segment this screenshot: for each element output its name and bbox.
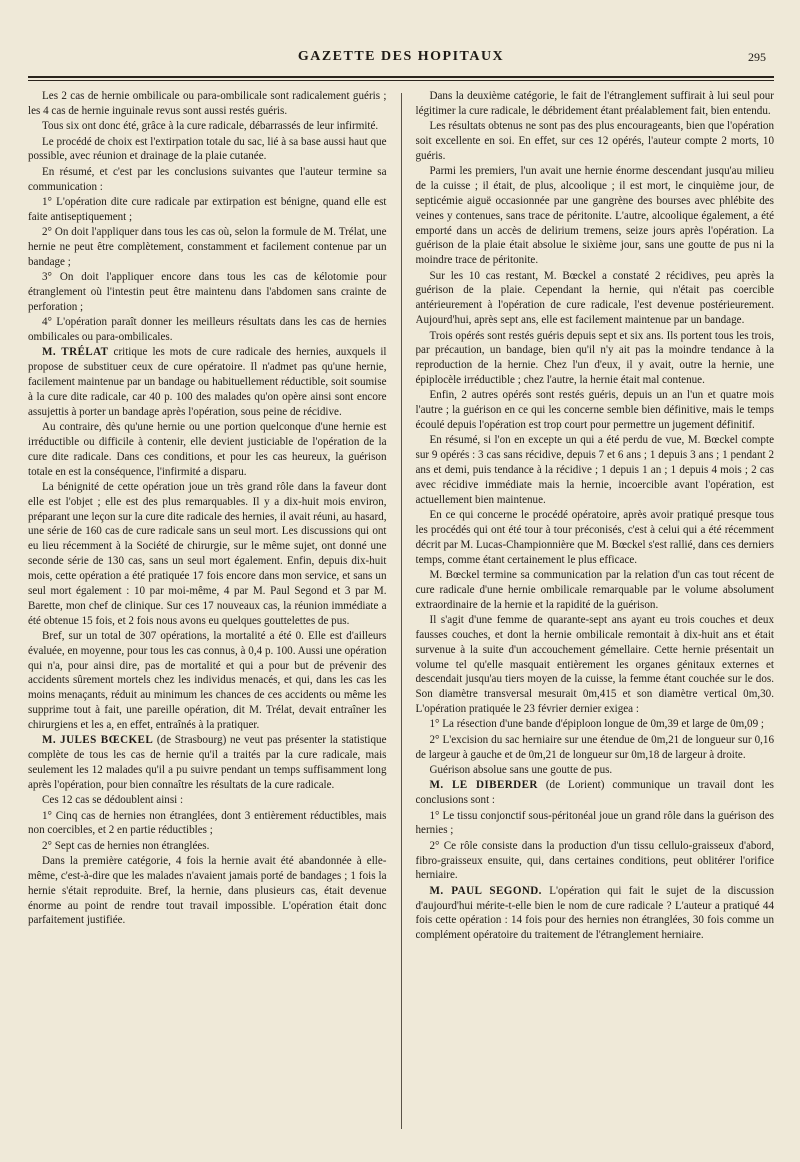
paragraph-text: 2° On doit l'appliquer dans tous les cas où, selon la formule de M. Trélat, une hernie ne peut être complètement, constamment et facilement contenue par un bandage ; (28, 226, 387, 268)
right-column (416, 89, 775, 1129)
paragraph (416, 89, 775, 119)
paragraph (28, 629, 387, 733)
paragraph-text: La bénignité de cette opération joue un très grand rôle dans la faveur dont elle est l'objet ; elle est des plus remarquables. Il y a dix-huit mois environ, préparant une leçon sur la cure dite radicale des hernies, il avait réuni, au hasard, une série de 160 cas de cure radicale sans un seul mort. Les discussions qui ont eu lieu récemment à la Société de chirurgie, sur le même sujet, ont donné une seconde série de 130 cas, sans un seul mort également. Enfin, depuis dix-huit mois, cette opération a été pratiquée 17 fois encore dans mon service, et sans un seul mort également : 10 par moi-même, 4 par M. Paul Segond et 3 par M. Barette, mon chef de clinique. Sur ces 17 nouveaux cas, la réunion immédiate a été obtenue 15 fois, et 2 fois nous avons eu quelques gouttelettes de pus. (28, 480, 387, 627)
paragraph (416, 119, 775, 164)
paragraph (28, 135, 387, 165)
paragraph (416, 269, 775, 328)
paragraph-text: 1° L'opération dite cure radicale par extirpation est bénigne, quand elle est faite antiseptiquement ; (28, 195, 387, 223)
paragraph (28, 480, 387, 628)
journal-title: GAZETTE DES HOPITAUX (297, 49, 505, 64)
left-column (28, 89, 387, 1129)
paragraph (28, 119, 387, 134)
column-separator (401, 93, 402, 1129)
paragraph-text: Il s'agit d'une femme de quarante-sept ans ayant eu trois couches et deux fausses couches, et dont la hernie ombilicale remontait à dix-huit ans et était survenue à la suite d'un accouchement gémellaire. Cette hernie présentait un volume tel qu'elle masquait entièrement les organes génitaux externes et descendait jusqu'au tiers moyen de la cuisse, la femme étant couchée sur le dos. Son diamètre transversal mesurait 0m,415 et son diamètre vertical 0m,30. L'opération pratiquée le 23 février dernier exigea : (415, 614, 774, 716)
paragraph-text: Sur les 10 cas restant, M. Bœckel a constaté 2 récidives, peu après la guérison de la plaie. Cependant la hernie, qui n'était pas coercible antérieurement à l'opération de cure radicale, l'est devenue postérieurement. Aujourd'hui, après sept ans, elle est facilement maintenue par un bandage. (415, 269, 774, 327)
paragraph-text: Enfin, 2 autres opérés sont restés guéris, depuis un an l'un et quatre mois l'autre ; la guérison en ce qui les concerne semble bien définitive, mais le temps écoulé depuis l'opération est trop court pour permettre un jugement définitif. (415, 389, 774, 432)
paragraph (416, 568, 775, 613)
paragraph-text: 1° Cinq cas de hernies non étranglées, dont 3 entièrement réductibles, mais non coercibles, et 2 en partie réductibles ; (28, 809, 387, 837)
speaker-name: M. JULES BŒCKEL (42, 734, 154, 747)
speaker-name: M. LE DIBERDER (429, 779, 538, 792)
paragraph-text: 1° Le tissu conjonctif sous-péritonéal joue un grand rôle dans la guérison des hernies ; (415, 809, 774, 837)
paragraph-text: 2° Sept cas de hernies non étranglées. (42, 839, 210, 852)
paragraph-text: critique les mots de cure radicale des hernies, auxquels il propose de substituer ceux de cure opératoire. Il n'admet pas qu'une hernie, facilement maintenue par un bandage ou habituellement réductible, soit soumise à la cure dite radicale, car 40 p. 100 des malades qu'on opère ainsi sont encore assujettis à porter un bandage après l'opération, sous peine de récidive. (28, 346, 387, 418)
paragraph (28, 89, 387, 119)
page-header (28, 44, 774, 70)
paragraph-text: En résumé, si l'on en excepte un qui a été perdu de vue, M. Bœckel compte sur 9 opérés : 3 cas sans récidive, depuis 7 et 6 ans ; 1 depuis 3 ans ; 1 pendant 2 ans et demi, puis tendance à la récidive ; 1 depuis 1 an ; 1 depuis 4 mois ; 2 cas avec récidive immédiate mais la hernie, incoercible avant l'opération, est actuellement bien maintenue. (415, 434, 774, 506)
paragraph (28, 315, 387, 345)
paragraph-text: Au contraire, dès qu'une hernie ou une portion quelconque d'une hernie est irréductible ou difficile à contenir, elle devient justiciable de l'opération de la cure dite radicale. Dans ces conditions, et pour les cas heureux, la guérison totale en est la conséquence, l'infirmité a disparu. (28, 421, 387, 478)
paragraph-text: 2° Ce rôle consiste dans la production d'un tissu cellulo-graisseux d'abord, fibro-graisseux ensuite, qui, dans certaines conditions, peut oblitérer l'orifice herniaire. (415, 839, 774, 882)
paragraph-text: 3° On doit l'appliquer encore dans tous les cas de kélotomie pour étranglement où l'intestin peut être maintenu dans l'abdomen sans crainte de perforation ; (28, 271, 387, 313)
paragraph (416, 613, 775, 717)
paragraph (28, 420, 387, 479)
paragraph (416, 809, 775, 839)
paragraph-text: Parmi les premiers, l'un avait une hernie énorme descendant jusqu'au milieu de la cuisse ; il était, de plus, alcoolique ; il est mort, le cinquième jour, de septicémie aiguë occasionnée par une gangrène des bourses avec phlébite des veines y contenues, sans trace de péritonite. L'autre, alcoolique également, a été emporté dans un accès de delirium tremens, seize jours après l'opération. La guérison de la plaie était absolue le sixième jour, sans une goutte de pus ni la moindre trace de péritonite. (415, 165, 774, 267)
paragraph-text: 2° L'excision du sac herniaire sur une étendue de 0m,21 de longueur sur 0,16 de largeur à gauche et de 0m,21 de longueur sur 0m,18 de largeur à droite. (415, 733, 774, 761)
paragraph-text: En ce qui concerne le procédé opératoire, après avoir pratiqué presque tous les procédés qui ont été tour à tour préconisés, c'est à celui qui a été récemment décrit par M. Lucas-Championnière que M. Bœckel s'est rallié, dans ces derniers temps, comme étant certainement le plus efficace. (415, 509, 774, 566)
paragraph (416, 884, 775, 943)
paragraph (28, 733, 387, 792)
paragraph-text: Tous six ont donc été, grâce à la cure radicale, débarrassés de leur infirmité. (42, 120, 379, 133)
speaker-name: M. TRÉLAT (42, 346, 109, 359)
paragraph (28, 165, 387, 195)
paragraph-text: M. Bœckel termine sa communication par la relation d'un cas tout récent de cure radicale d'une hernie ombilicale remarquable par le volume absolument extraordinaire de la hernie et la rapidité de la guérison. (415, 569, 774, 611)
paragraph (28, 793, 387, 808)
paragraph-text: En résumé, et c'est par les conclusions suivantes que l'auteur termine sa communication : (28, 165, 387, 193)
paragraph (416, 329, 775, 388)
paragraph-text: Dans la deuxième catégorie, le fait de l'étranglement suffirait à lui seul pour légitimer la cure radicale, le débridement étant préalablement fait, bien entendu. (415, 90, 774, 117)
paragraph (416, 164, 775, 268)
paragraph (28, 345, 387, 419)
paragraph-text: Ces 12 cas se dédoublent ainsi : (42, 794, 184, 807)
paragraph (28, 270, 387, 315)
paragraph (28, 195, 387, 225)
paragraph-text: Dans la première catégorie, 4 fois la hernie avait été abandonnée à elle-même, c'est-à-dire que les malades n'avaient jamais porté de bandages ; 1 fois la hernie s'était reproduite. Bref, la hernie, dans plusieurs cas, était devenue énorme au point de rendre tout travail impossible. L'opération était donc parfaitement justifiée. (28, 855, 387, 927)
header-rule (28, 76, 774, 81)
page-number: 295 (748, 50, 766, 64)
paragraph-text: (de Strasbourg) ne veut pas présenter la statistique complète de tous les cas de hernie qu'il a traités par la cure radicale, mais seulement les 12 malades qu'il a pu suivre pendant un temps suffisamment long après l'opération, pour bien connaître les résultats de la cure radicale. (28, 734, 387, 791)
paragraph (416, 778, 775, 808)
paragraph (416, 717, 775, 732)
paragraph-text: 4° L'opération paraît donner les meilleurs résultats dans les cas de hernies ombilicales ou para-ombilicales. (28, 316, 387, 343)
paragraph-text: Le procédé de choix est l'extirpation totale du sac, lié à sa base aussi haut que possible, avec réunion et drainage de la plaie cutanée. (28, 135, 387, 163)
paragraph (28, 809, 387, 839)
paragraph-text: Guérison absolue sans une goutte de pus. (429, 763, 613, 776)
paragraph-text: Bref, sur un total de 307 opérations, la mortalité a été 0. Elle est d'ailleurs évaluée, en moyenne, pour tous les cas connus, à 0,4 p. 100. Aussi une opération qui n'a, pour ainsi dire, pas de mortalité et qui a pour but de prévenir des accidents sûrement mortels chez les individus menacés, et qui, dans les cas les moins menaçants, réduit au minimum les chances de ces accidents ou même les supprime tout à fait, une pareille opération, dit M. Trélat, devait entraîner les chirurgiens et les a, en effet, entraînés à la pratiquer. (28, 629, 387, 731)
paragraph-text: L'opération qui fait le sujet de la discussion d'aujourd'hui mérite-t-elle bien le nom de cure radicale ? L'auteur a pratiqué 44 fois cette opération : 14 fois pour des hernies non étranglées, 30 fois comme un complément opératoire du traitement de l'étranglement herniaire. (415, 884, 774, 942)
paragraph-text: Trois opérés sont restés guéris depuis sept et six ans. Ils portent tous les trois, par précaution, un bandage, bien qu'il n'y ait pas la moindre tendance à la reproduction de la hernie. Chez l'un d'eux, il y avait, outre la hernie, une épiplocèle irréductible ; chez l'autre, la hernie était mal contenue. (415, 329, 774, 387)
paragraph-text: Les 2 cas de hernie ombilicale ou para-ombilicale sont radicalement guéris ; les 4 cas de hernie inguinale revus sont aussi restés guéris. (28, 90, 387, 117)
paragraph (416, 433, 775, 507)
text-columns (28, 89, 774, 1129)
paragraph (28, 225, 387, 270)
paragraph (416, 508, 775, 567)
paragraph (416, 733, 775, 763)
paragraph (416, 388, 775, 433)
paragraph (416, 763, 775, 778)
paragraph (28, 854, 387, 928)
paragraph-text: 1° La résection d'une bande d'épiploon longue de 0m,39 et large de 0m,09 ; (429, 718, 764, 731)
paragraph-text: Les résultats obtenus ne sont pas des plus encourageants, bien que l'opération soit excellente en soi. En effet, sur ces 12 opérés, l'auteur compte 2 morts, 10 guéris. (415, 120, 774, 162)
speaker-name: M. PAUL SEGOND. (429, 884, 542, 897)
paragraph-text: (de Lorient) communique un travail dont les conclusions sont : (415, 779, 774, 807)
paragraph (416, 839, 775, 884)
paragraph (28, 839, 387, 854)
